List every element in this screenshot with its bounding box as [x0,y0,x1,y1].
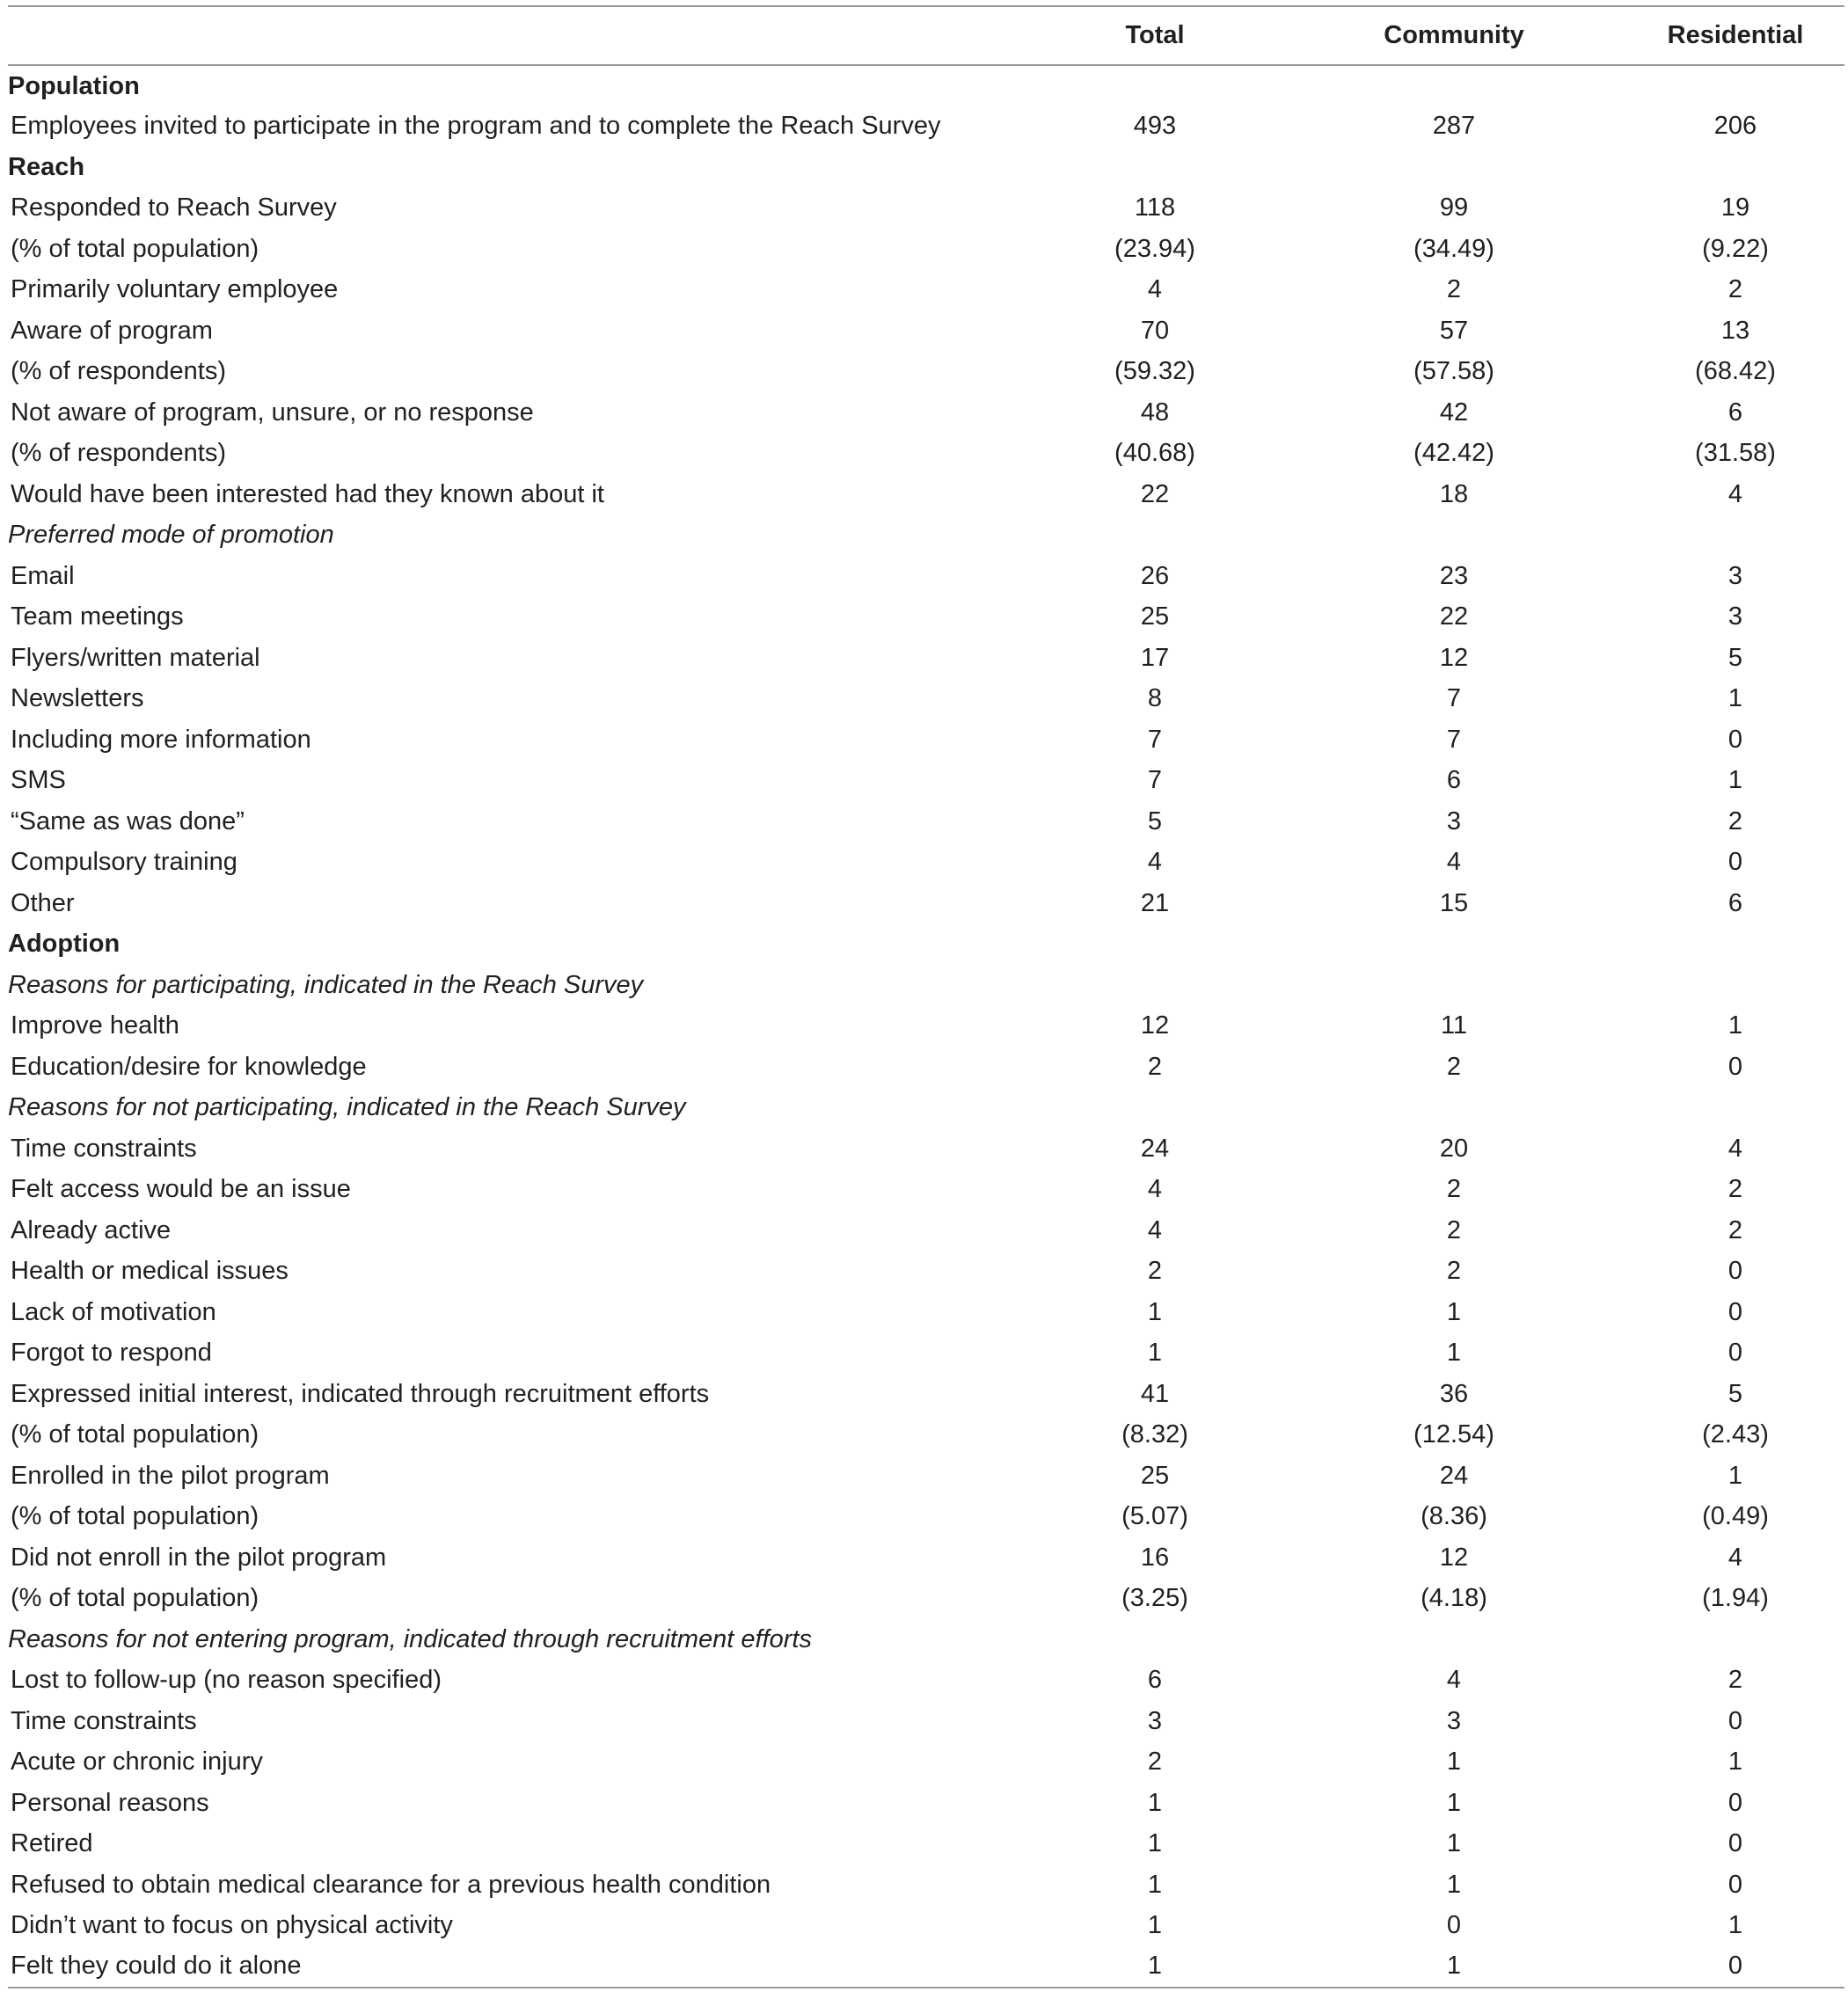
row-label: Responded to Reach Survey [11,193,337,223]
table-row [8,352,1844,393]
row-label: Retired [11,1829,93,1858]
row-label: Team meetings [11,602,184,631]
cell-total: 4 [1147,848,1163,877]
cell-residential: 1 [1727,1461,1743,1490]
cell-community [1282,1619,1626,1660]
table-row [8,1497,1844,1538]
cell-community: 20 [1439,1134,1469,1163]
cell-residential: (31.58) [1695,439,1776,468]
cell-community: 22 [1439,602,1469,631]
cell-community: 42 [1439,398,1469,427]
cell-community [1282,515,1626,557]
subheading-label: Reasons for not entering program, indicated through recruitment efforts [8,1624,812,1653]
cell-community: (34.49) [1413,234,1494,263]
cell-community: 4 [1446,848,1462,877]
table-row [8,270,1844,311]
cell-total: 25 [1140,1461,1170,1490]
cell-residential: 6 [1727,398,1743,427]
cell-residential: 1 [1727,684,1743,713]
row-label: Forgot to respond [11,1339,212,1368]
row-label: Not aware of program, unsure, or no response [11,398,534,427]
cell-total [1028,924,1282,966]
cell-total: (8.32) [1121,1420,1188,1449]
table-row [8,597,1844,638]
cell-total: 21 [1140,888,1170,917]
table-header [8,6,1844,65]
cell-total: 1 [1028,1946,1282,1988]
cell-community: 1 [1446,1829,1462,1858]
cell-residential: 1 [1727,1748,1743,1777]
cell-residential [1626,1088,1844,1129]
cell-community: 1 [1446,1297,1462,1326]
row-label: Refused to obtain medical clearance for a previous health condition [11,1870,771,1899]
cell-total: 493 [1133,112,1177,141]
cell-total: 2 [1147,1748,1163,1777]
cell-residential: 19 [1720,193,1750,223]
cell-total: 2 [1147,1052,1163,1081]
cell-total: 8 [1147,684,1163,713]
cell-total [1028,65,1282,106]
table-row [8,1333,1844,1375]
cell-residential: 2 [1727,275,1743,304]
row-label: Including more information [11,725,311,754]
cell-community [1282,65,1626,106]
cell-residential: 0 [1727,1788,1743,1817]
row-label: Felt access would be an issue [11,1175,351,1204]
cell-community: 99 [1439,193,1469,223]
cell-residential: 4 [1727,479,1743,508]
cell-community: 12 [1439,1543,1469,1572]
table-row [8,883,1844,924]
row-label: Other [11,888,75,917]
table-row [8,1292,1844,1333]
cell-residential: 13 [1720,316,1750,345]
cell-community: 6 [1446,766,1462,795]
row-label: (% of total population) [11,1420,259,1449]
cell-total: 1 [1147,1911,1163,1940]
cell-total: 4 [1147,1215,1163,1244]
cell-residential: 1 [1727,1911,1743,1940]
cell-residential: 0 [1727,1052,1743,1081]
cell-total [1028,515,1282,557]
table-row [8,106,1844,148]
cell-total: 25 [1140,602,1170,631]
section-title: Adoption [8,930,121,959]
cell-residential: 3 [1727,602,1743,631]
cell-total: 4 [1147,275,1163,304]
row-label: Newsletters [11,684,144,713]
table-row [8,1824,1844,1865]
cell-total: 24 [1140,1134,1170,1163]
row-label: Time constraints [11,1134,197,1163]
table-row [8,843,1844,884]
cell-community: 2 [1446,1052,1462,1081]
row-label: (% of respondents) [11,439,227,468]
table-row [8,1742,1844,1784]
table-row [8,1660,1844,1702]
cell-residential: 2 [1727,1215,1743,1244]
cell-total: 1 [1147,1339,1163,1368]
table-row [8,392,1844,434]
cell-residential: 2 [1727,806,1743,836]
row-label: Primarily voluntary employee [11,275,339,304]
row-label: Enrolled in the pilot program [11,1461,330,1490]
cell-total: 7 [1147,766,1163,795]
cell-community: 7 [1446,725,1462,754]
cell-residential: 3 [1727,561,1743,590]
table-row [8,1415,1844,1456]
cell-total: 4 [1147,1175,1163,1204]
table-row [8,1864,1844,1906]
header-row [8,6,1844,65]
table-row [8,1537,1844,1579]
cell-total: 12 [1140,1011,1170,1040]
cell-community: (12.54) [1413,1420,1494,1449]
row-label: Improve health [11,1011,179,1040]
subheading-row [8,965,1844,1006]
cell-community: (42.42) [1413,439,1494,468]
cell-residential: 0 [1727,725,1743,754]
table-row [8,1047,1844,1088]
subheading-row [8,1088,1844,1129]
cell-community: 0 [1446,1911,1462,1940]
row-label: Didn’t want to focus on physical activity [11,1911,453,1940]
cell-total: 22 [1140,479,1170,508]
table-row [8,719,1844,761]
cell-community: 7 [1446,684,1462,713]
cell-community: 36 [1439,1379,1469,1408]
cell-community: 3 [1446,1706,1462,1735]
table-row [8,1946,1844,1988]
row-label: “Same as was done” [11,806,245,836]
row-label: Employees invited to participate in the program and to complete the Reach Survey [11,112,941,141]
subheading-label: Reasons for participating, indicated in the Reach Survey [8,970,644,999]
cell-total: 70 [1140,316,1170,345]
cell-residential: 0 [1727,1870,1743,1899]
table-body [8,65,1844,1988]
cell-total [1028,965,1282,1006]
row-label: Compulsory training [11,848,237,877]
row-label: Would have been interested had they known about it [11,479,604,508]
cell-total: (5.07) [1121,1502,1188,1531]
cell-total: 1 [1147,1788,1163,1817]
cell-residential: 6 [1727,888,1743,917]
cell-residential [1626,1619,1844,1660]
table-row [8,1456,1844,1497]
cell-residential: 2 [1727,1666,1743,1695]
cell-community [1282,147,1626,188]
cell-community: 12 [1439,643,1469,672]
cell-total: 118 [1134,193,1176,223]
cell-residential: 1 [1727,1011,1743,1040]
row-label: (% of total population) [11,234,259,263]
row-label: (% of respondents) [11,357,227,386]
cell-total: (59.32) [1114,357,1195,386]
cell-community: 23 [1439,561,1469,590]
cell-residential: 206 [1713,112,1757,141]
cell-community: 2 [1446,1175,1462,1204]
cell-community [1282,1088,1626,1129]
cell-total: 5 [1147,806,1163,836]
row-label: Education/desire for knowledge [11,1052,367,1081]
cell-community: (8.36) [1421,1502,1487,1531]
cell-community [1282,965,1626,1006]
cell-community: 2 [1446,1215,1462,1244]
table-row [8,761,1844,802]
subheading-row [8,515,1844,557]
cell-residential: 0 [1727,1339,1743,1368]
cell-total: 1 [1147,1870,1163,1899]
cell-total: (23.94) [1114,234,1195,263]
row-label: Flyers/written material [11,643,260,672]
table-row [8,474,1844,515]
header-label-column [8,6,1028,65]
cell-residential: 0 [1727,1829,1743,1858]
row-label: Did not enroll in the pilot program [11,1543,387,1572]
cell-residential: 4 [1727,1134,1743,1163]
cell-total [1028,1088,1282,1129]
cell-community: 3 [1446,806,1462,836]
row-label: SMS [11,766,66,795]
cell-community: 15 [1439,888,1469,917]
table-row [8,1374,1844,1415]
header-residential: Residential [1626,6,1844,65]
cell-community: 18 [1439,479,1469,508]
cell-residential [1626,147,1844,188]
table-row [8,1579,1844,1620]
table-row [8,1906,1844,1947]
cell-total: 17 [1140,643,1170,672]
data-table [8,5,1844,1988]
table-row [8,1251,1844,1293]
row-label: Acute or chronic injury [11,1748,263,1777]
cell-residential: 0 [1727,848,1743,877]
cell-total: 16 [1140,1543,1170,1572]
table-row [8,638,1844,679]
cell-community: 287 [1432,112,1476,141]
table-row [8,434,1844,475]
table-row [8,1783,1844,1824]
table-row [8,1701,1844,1742]
section-title: Population [8,72,140,101]
row-label: Lost to follow-up (no reason specified) [11,1666,442,1695]
cell-residential: 0 [1727,1706,1743,1735]
row-label: Email [11,561,75,590]
table-row [8,1128,1844,1170]
cell-community [1282,924,1626,966]
header-community: Community [1282,6,1626,65]
row-label: Already active [11,1215,172,1244]
cell-residential [1626,924,1844,966]
cell-total: 26 [1140,561,1170,590]
row-label: Aware of program [11,316,213,345]
cell-residential: 0 [1727,1297,1743,1326]
subheading-row [8,1619,1844,1660]
table-row [8,310,1844,352]
table-row [8,556,1844,597]
row-label: Personal reasons [11,1788,209,1817]
cell-residential: (68.42) [1695,357,1776,386]
cell-residential: 5 [1727,1379,1743,1408]
cell-total: 2 [1147,1257,1163,1286]
cell-residential: 4 [1727,1543,1743,1572]
table-row [8,1210,1844,1251]
cell-community: (57.58) [1413,357,1494,386]
cell-community: 24 [1439,1461,1469,1490]
cell-community: 1 [1446,1748,1462,1777]
cell-residential: 0 [1727,1257,1743,1286]
cell-residential: (9.22) [1702,234,1769,263]
row-label: (% of total population) [11,1584,259,1613]
table-row [8,801,1844,843]
cell-community: 2 [1446,275,1462,304]
cell-total: 48 [1140,398,1170,427]
cell-community: 1 [1446,1788,1462,1817]
cell-total: 41 [1140,1379,1170,1408]
cell-residential: (2.43) [1702,1420,1769,1449]
cell-community: 1 [1446,1339,1462,1368]
section-row [8,147,1844,188]
cell-total: 1 [1147,1297,1163,1326]
cell-total: 1 [1147,1829,1163,1858]
cell-community: 1 [1282,1946,1626,1988]
table-row [8,1170,1844,1211]
header-total: Total [1028,6,1282,65]
table-row [8,679,1844,720]
cell-residential: (0.49) [1702,1502,1769,1531]
cell-residential: 5 [1727,643,1743,672]
cell-residential [1626,65,1844,106]
cell-residential [1626,965,1844,1006]
cell-community: 1 [1446,1870,1462,1899]
cell-total: 6 [1147,1666,1163,1695]
section-title: Reach [8,152,85,181]
cell-community: 4 [1446,1666,1462,1695]
row-label: Lack of motivation [11,1297,216,1326]
row-label: (% of total population) [11,1502,259,1531]
cell-residential: 2 [1727,1175,1743,1204]
table-row [8,229,1844,270]
subheading-label: Reasons for not participating, indicated in the Reach Survey [8,1093,686,1122]
cell-total [1028,1619,1282,1660]
row-label: Time constraints [11,1706,197,1735]
cell-community: 11 [1440,1011,1468,1040]
cell-total: 3 [1147,1706,1163,1735]
cell-community: 2 [1446,1257,1462,1286]
table-row [8,1006,1844,1047]
row-label: Health or medical issues [11,1257,289,1286]
cell-community: (4.18) [1421,1584,1487,1613]
cell-community: 57 [1439,316,1469,345]
cell-residential: 1 [1727,766,1743,795]
cell-total: (40.68) [1114,439,1195,468]
row-label: Expressed initial interest, indicated through recruitment efforts [11,1379,710,1408]
section-row [8,924,1844,966]
cell-residential: (1.94) [1702,1584,1769,1613]
cell-residential: 0 [1626,1946,1844,1988]
cell-total: 7 [1147,725,1163,754]
cell-total: (3.25) [1121,1584,1188,1613]
cell-total [1028,147,1282,188]
section-row [8,65,1844,106]
subheading-label: Preferred mode of promotion [8,521,334,550]
cell-residential [1626,515,1844,557]
table-row [8,188,1844,230]
row-label: Felt they could do it alone [8,1946,1028,1988]
